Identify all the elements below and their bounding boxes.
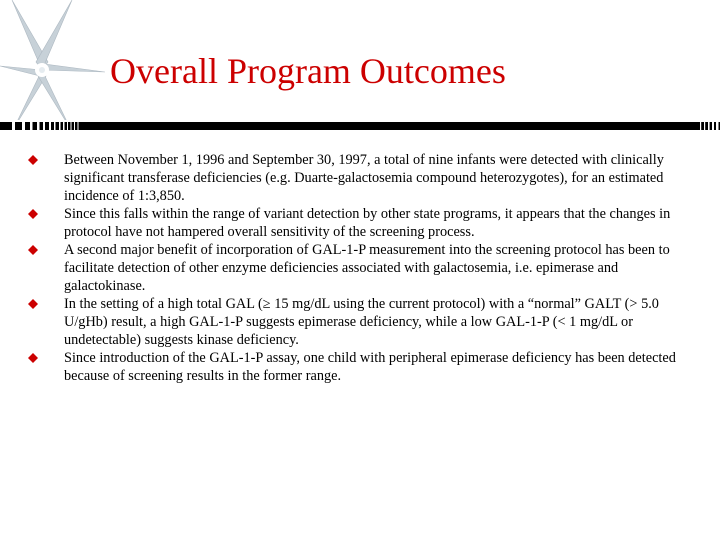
diamond-bullet-icon: [28, 245, 38, 255]
bullet-text: A second major benefit of incorporation of GAL-1-P measurement into the screening protocol has been to facilitate detection of other enzyme deficiencies associated with galactosemia, i.e. epimerase and galactokinase.: [64, 242, 670, 294]
bullet-text: Since this falls within the range of variant detection by other state programs, it appears that the changes in protocol have not hampered overall sensitivity of the screening process.: [64, 206, 671, 240]
diamond-bullet-icon: [28, 299, 38, 309]
bullet-text: In the setting of a high total GAL (≥ 15 mg/dL using the current protocol) with a “normal” GALT (> 5.0 U/gHb) result, a high GAL-1-P suggests epimerase deficiency, while a low GAL-1-P (< 1 mg/dL or undetectable) suggests kinase deficiency.: [64, 296, 659, 348]
starburst-decoration-icon: [0, 0, 110, 140]
title-divider: [0, 120, 720, 132]
bullet-text: Since introduction of the GAL-1-P assay, one child with peripheral epimerase deficiency has been detected because of screening results in the former range.: [64, 350, 676, 384]
slide-title: Overall Program Outcomes: [110, 51, 506, 91]
diamond-bullet-icon: [28, 353, 38, 363]
diamond-bullet-icon: [28, 155, 38, 165]
bullet-text: Between November 1, 1996 and September 30, 1997, a total of nine infants were detected with clinically significant transferase deficiencies (e.g. Duarte-galactosemia compound heterozygotes), for an estimated incidence of 1:3,850.: [64, 152, 664, 204]
bullet-item-2: [28, 205, 698, 241]
bullet-item-1: [28, 151, 698, 205]
bullet-list: [28, 151, 698, 385]
bullet-item-5: [28, 349, 698, 385]
bullet-item-4: [28, 295, 698, 349]
bullet-item-3: [28, 241, 698, 295]
diamond-bullet-icon: [28, 209, 38, 219]
